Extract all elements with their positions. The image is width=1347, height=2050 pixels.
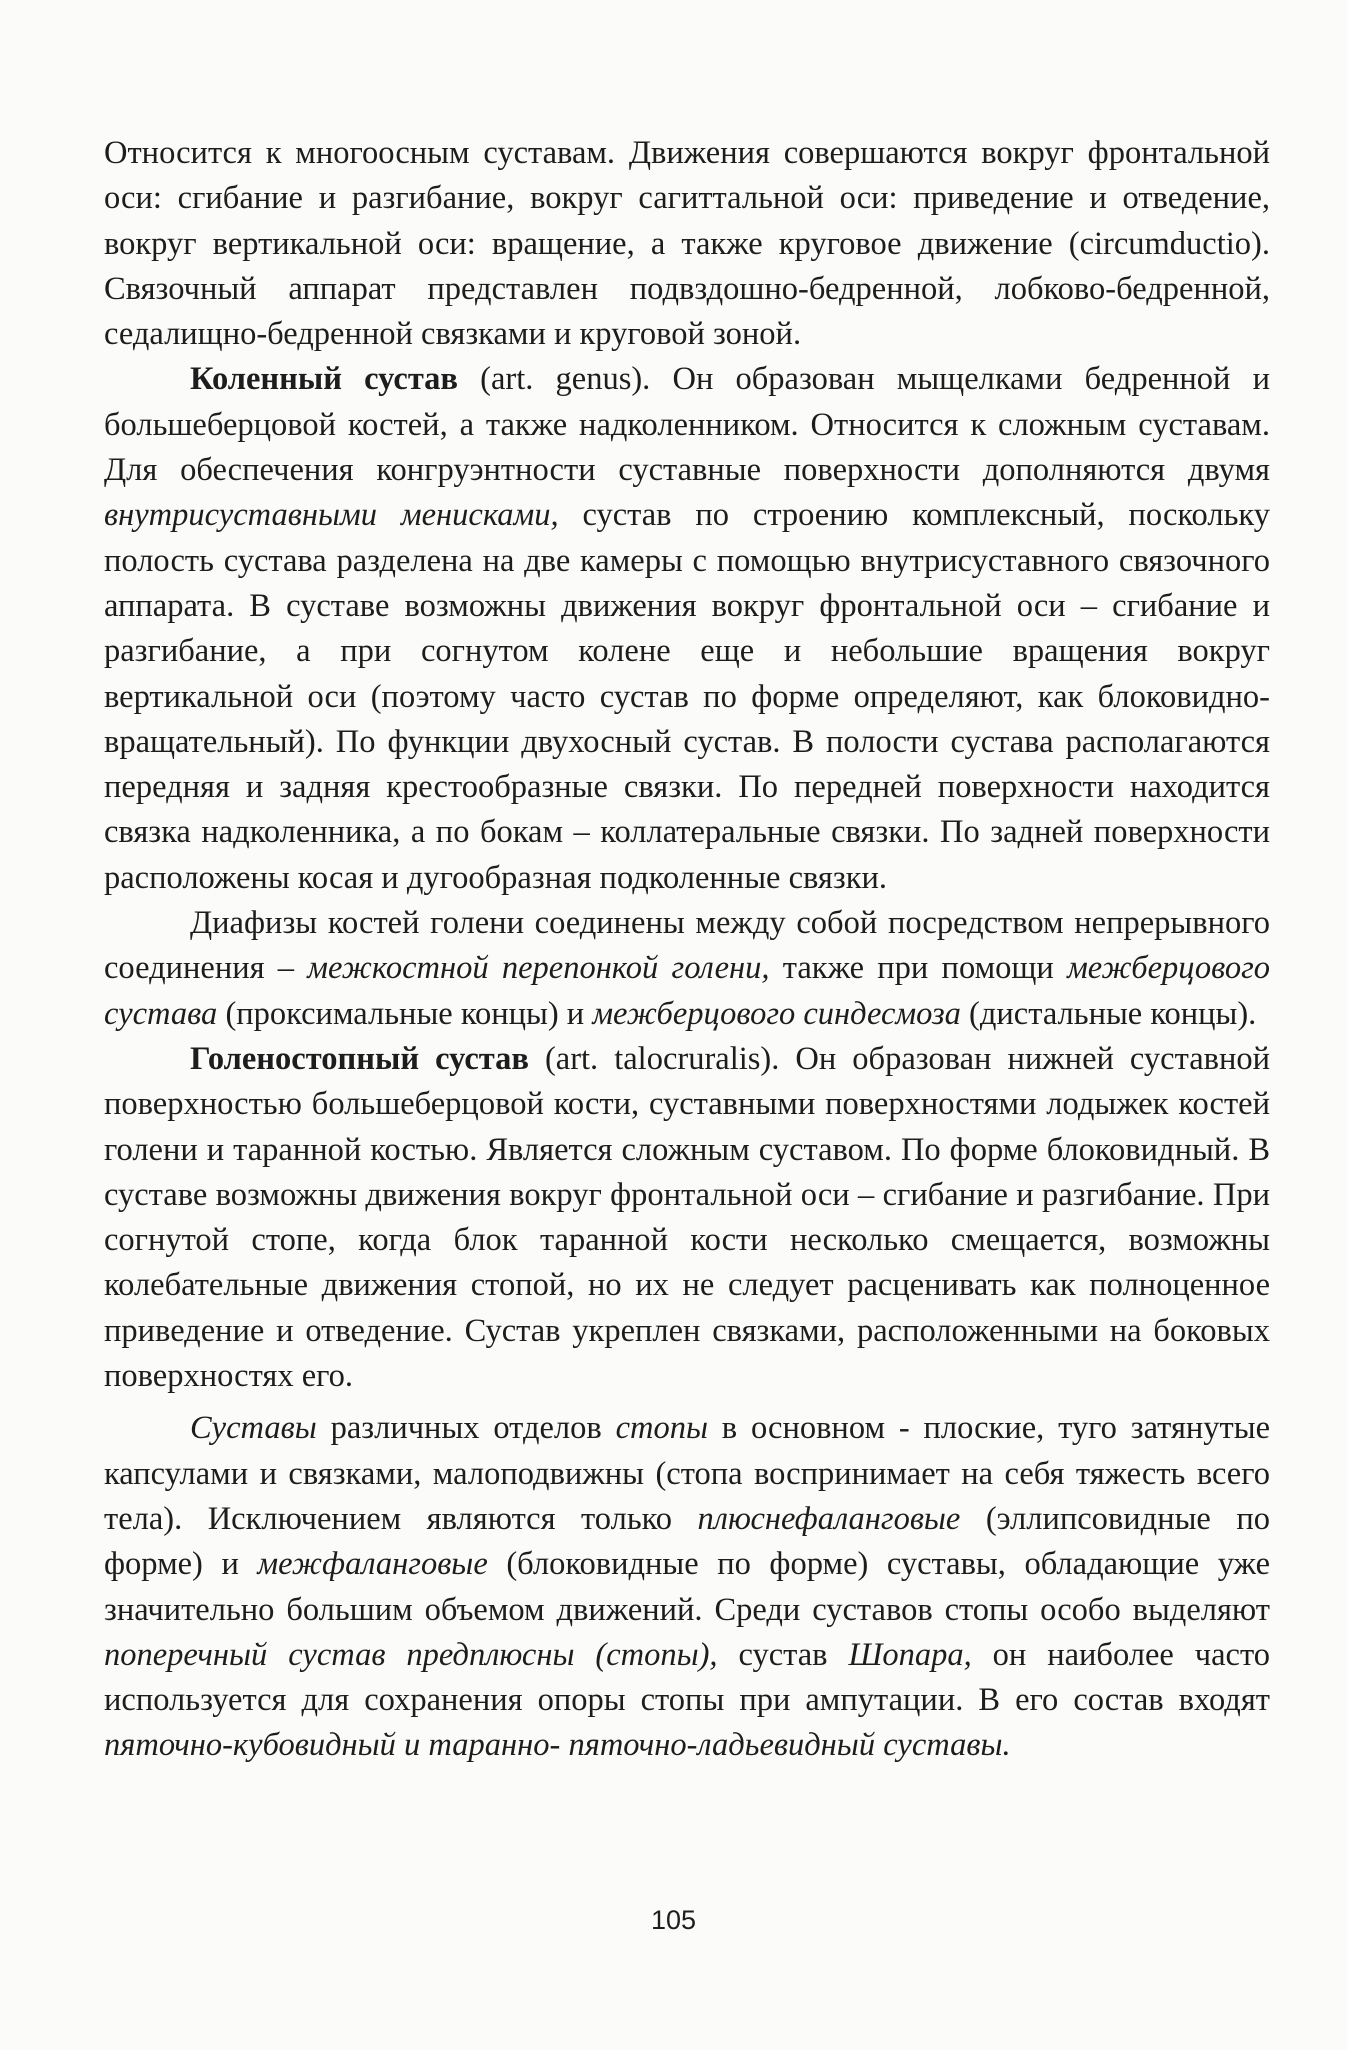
bold-term: Голеностопный сустав [190, 1040, 529, 1077]
text-run: различных отделов [316, 1410, 616, 1447]
text-run: сустав по строению комплексный, поскольку полость сустава разделена на две камеры с помощью внутрисуставного связочного аппарата. В суставе возможны движения вокруг фронтальной оси – сгибание и разгибание, а при согнутом колене еще и небольшие вращения вокруг вертикальной оси (поэтому часто сустав по форме определяют, как блоковидно-вращательный). По функции двухосный сустав. В полости сустава располагаются передняя и задняя крестообразные связки. По передней поверхности находится связка надколенника, а по бокам – коллатеральные связки. По задней поверхности расположены косая и дугообразная подколенные связки. [104, 497, 1270, 896]
text-run: (art. talocruralis). Он образован нижней суставной поверхностью большеберцовой кости, суставными поверхностями лодыжек костей голени и таранной костью. Является сложным суставом. По форме блоковидный. В суставе возможны движения вокруг фронтальной оси – сгибание и разгибание. При согнутой стопе, когда блок таранной кости несколько смещается, возможны колебательные движения стопой, но их не следует расценивать как полноценное приведение и отведение. Сустав укреплен связками, расположенными на боковых поверхностях его. [104, 1040, 1271, 1395]
italic-term: межкостной перепонкой голени, [307, 950, 770, 987]
text-run: (дистальные концы). [960, 995, 1257, 1032]
text-run: сустав [717, 1636, 849, 1673]
text-run: Относится к многоосным суставам. Движения совершаются вокруг фронтальной оси: сгибание и разгибание, вокруг сагиттальной оси: приведение и отведение, вокруг вертикальной оси: вращение, а также круговое движение (circumductio). Связочный аппарат представлен подвздошно-бедренной, лобково-бедренной, седалищно-бедренной связками и круговой зоной. [104, 135, 1270, 353]
text-run: (эллипсовидные по форме) и [104, 1500, 1270, 1583]
text-run: (блоковидные по форме) суставы, обладающие уже значительно большим объемом движений. Среди суставов стопы особо выделяют [104, 1546, 1270, 1628]
text-run: в основном - плоские, туго затянутые капсулами и связками, малоподвижны (стопа воспринимает на себя тяжесть всего тела). Исключением являются только [104, 1410, 1271, 1537]
page-number: 105 [650, 1905, 697, 1935]
bold-term: Коленный сустав [190, 361, 458, 398]
paragraph [104, 901, 1270, 1037]
italic-term: межфаланговые [257, 1546, 488, 1583]
italic-term: стопы [615, 1410, 708, 1447]
text-run: (проксимальные концы) и [217, 995, 593, 1032]
paragraph [104, 357, 1270, 901]
text-run: Диафизы костей голени соединены между собой посредством непрерывного соединения – [104, 905, 1270, 987]
paragraph [104, 1037, 1270, 1399]
italic-term: пяточно-кубовидный и таранно- пяточно-ладьевидный суставы. [104, 1727, 1011, 1764]
italic-term: Шопара, [848, 1636, 972, 1673]
italic-term: плюснефаланговые [697, 1500, 961, 1537]
text-run: (art. genus). Он образован мыщелками бедренной и большеберцовой костей, а также надколенником. Относится к сложным суставам. Для обеспечения конгруэнтности суставные поверхности дополняются двумя [104, 361, 1270, 489]
paragraph [104, 1406, 1270, 1768]
text-run: он наиболее часто используется для сохранения опоры стопы при ампутации. В его состав входят [104, 1636, 1270, 1719]
italic-term: Суставы [190, 1410, 317, 1447]
italic-term: поперечный сустав предплюсны (стопы), [104, 1636, 718, 1673]
paragraph [104, 131, 1270, 357]
document-body [104, 131, 1270, 1769]
italic-term: межберцового сустава [104, 950, 1270, 1032]
italic-term: межберцового синдесмоза [592, 995, 961, 1032]
text-run: также при помощи [769, 950, 1068, 987]
italic-term: внутрисуставными менисками, [104, 497, 559, 534]
